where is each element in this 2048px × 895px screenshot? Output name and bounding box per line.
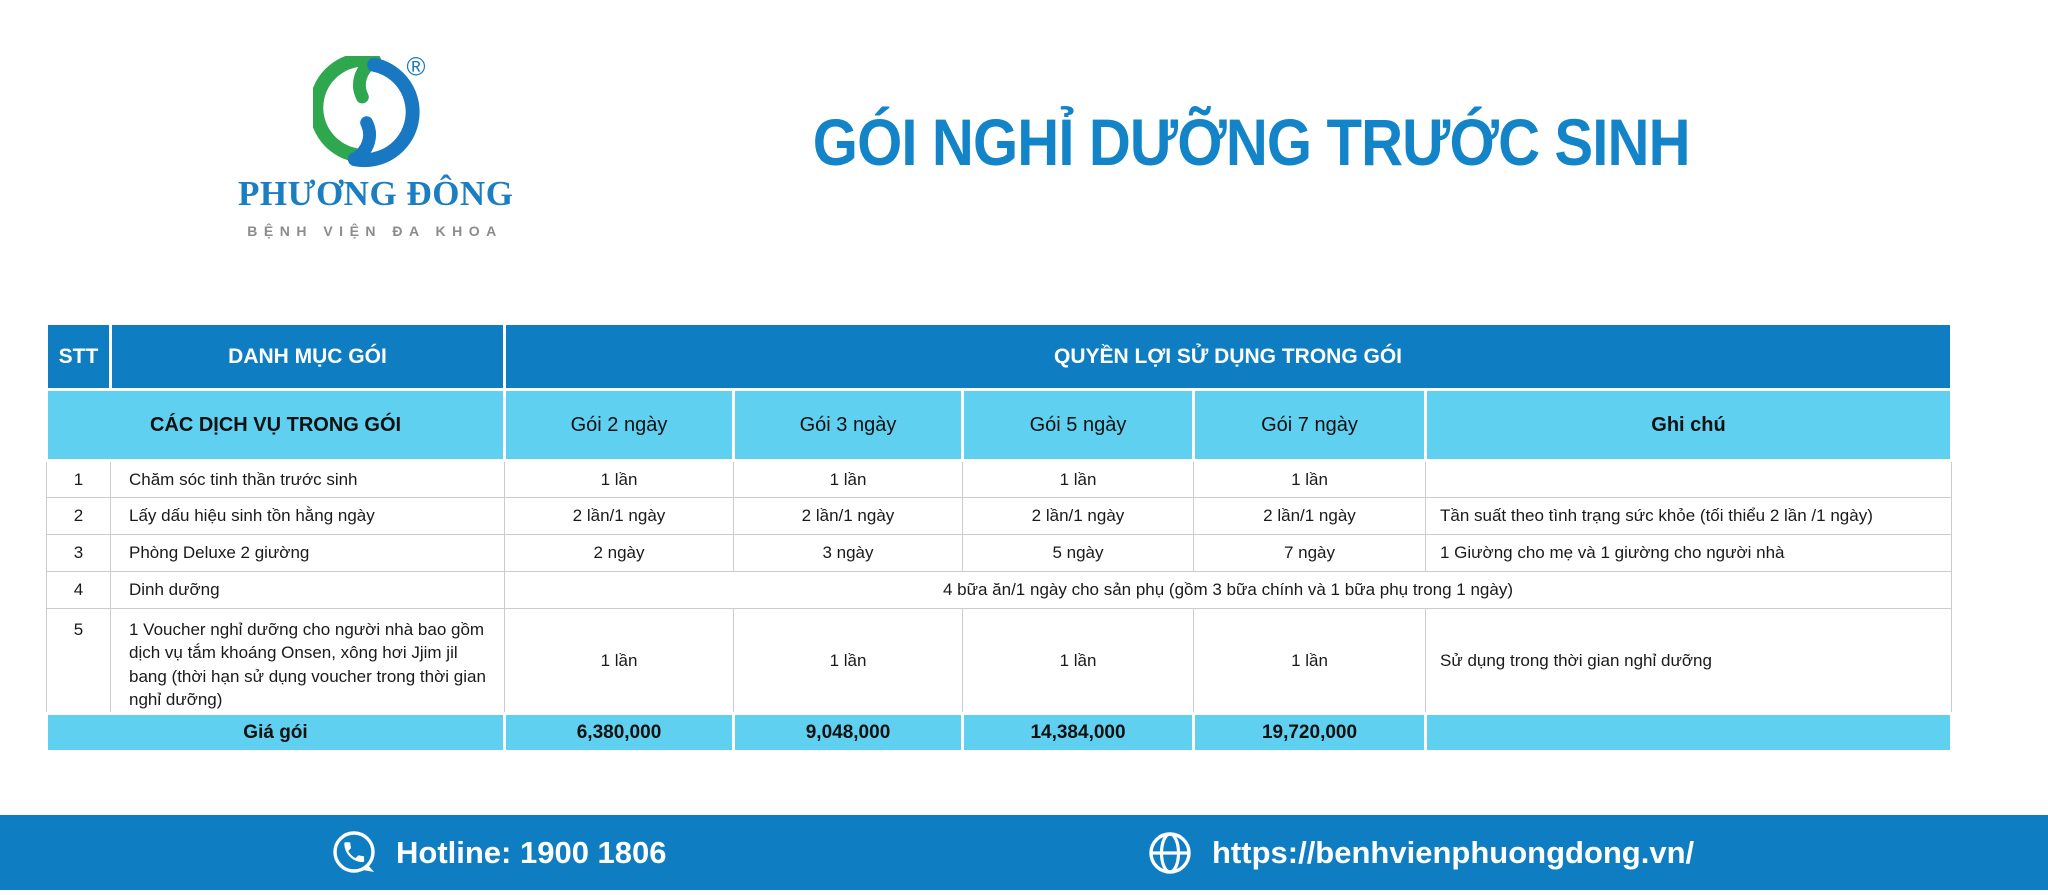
row-value: 1 lần — [505, 461, 734, 498]
header-package-5-days: Gói 5 ngày — [963, 390, 1194, 461]
price-value: 19,720,000 — [1194, 714, 1426, 752]
row-value: 1 lần — [1194, 461, 1426, 498]
row-service: 1 Voucher nghỉ dưỡng cho người nhà bao gồm dịch vụ tắm khoáng Onsen, xông hơi Jjim jil bang (thời hạn sử dụng voucher trong thời gian nghỉ dưỡng) — [111, 609, 505, 714]
price-value: 14,384,000 — [963, 714, 1194, 752]
row-stt: 3 — [47, 535, 111, 572]
price-label: Giá gói — [47, 714, 505, 752]
row-value: 1 lần — [963, 461, 1194, 498]
row-service: Phòng Deluxe 2 giường — [111, 535, 505, 572]
row-value: 1 lần — [734, 461, 963, 498]
row-stt: 4 — [47, 572, 111, 609]
header-stt: STT — [47, 324, 111, 390]
price-note — [1426, 714, 1952, 752]
table-header-row-1 — [47, 324, 1952, 390]
price-value: 6,380,000 — [505, 714, 734, 752]
row-note: 1 Giường cho mẹ và 1 giường cho người nhà — [1426, 535, 1952, 572]
row-service: Chăm sóc tinh thần trước sinh — [111, 461, 505, 498]
price-value: 9,048,000 — [734, 714, 963, 752]
header-benefits: QUYỀN LỢI SỬ DỤNG TRONG GÓI — [505, 324, 1952, 390]
table-header-row-2 — [47, 390, 1952, 461]
package-table — [45, 322, 1953, 753]
row-stt: 5 — [47, 609, 111, 714]
header-package-7-days: Gói 7 ngày — [1194, 390, 1426, 461]
row-value: 2 ngày — [505, 535, 734, 572]
table-row — [47, 572, 1952, 609]
row-value: 1 lần — [1194, 609, 1426, 714]
row-merged-value: 4 bữa ăn/1 ngày cho sản phụ (gồm 3 bữa chính và 1 bữa phụ trong 1 ngày) — [505, 572, 1952, 609]
row-value: 3 ngày — [734, 535, 963, 572]
row-stt: 2 — [47, 498, 111, 535]
row-note: Tần suất theo tình trạng sức khỏe (tối thiểu 2 lần /1 ngày) — [1426, 498, 1952, 535]
row-service: Lấy dấu hiệu sinh tồn hằng ngày — [111, 498, 505, 535]
row-value: 2 lần/1 ngày — [1194, 498, 1426, 535]
header-services: CÁC DỊCH VỤ TRONG GÓI — [47, 390, 505, 461]
row-value: 1 lần — [963, 609, 1194, 714]
row-value: 2 lần/1 ngày — [505, 498, 734, 535]
row-note — [1426, 461, 1952, 498]
row-value: 1 lần — [505, 609, 734, 714]
row-value: 2 lần/1 ngày — [963, 498, 1194, 535]
phone-icon — [330, 829, 378, 877]
table-row — [47, 535, 1952, 572]
page-title: GÓI NGHỈ DƯỠNG TRƯỚC SINH — [812, 105, 1690, 179]
header-category: DANH MỤC GÓI — [111, 324, 505, 390]
row-stt: 1 — [47, 461, 111, 498]
website-url[interactable]: https://benhvienphuongdong.vn/ — [1212, 834, 1695, 870]
row-note: Sử dụng trong thời gian nghỉ dưỡng — [1426, 609, 1952, 714]
registered-mark: ® — [406, 56, 426, 82]
website-block — [1146, 815, 1694, 890]
brand-subtitle: BỆNH VIỆN ĐA KHOA — [247, 223, 503, 239]
table-row — [47, 461, 1952, 498]
row-value: 7 ngày — [1194, 535, 1426, 572]
price-row — [47, 714, 1952, 752]
row-value: 5 ngày — [963, 535, 1194, 572]
header-package-2-days: Gói 2 ngày — [505, 390, 734, 461]
footer-bar — [0, 815, 2048, 890]
table-row — [47, 609, 1952, 714]
globe-icon — [1146, 829, 1194, 877]
table-row — [47, 498, 1952, 535]
header-note: Ghi chú — [1426, 390, 1952, 461]
hotline-text: Hotline: 1900 1806 — [396, 834, 667, 870]
hotline-block — [330, 815, 667, 890]
header-package-3-days: Gói 3 ngày — [734, 390, 963, 461]
logo-monogram-icon — [313, 56, 431, 168]
row-value: 2 lần/1 ngày — [734, 498, 963, 535]
row-service: Dinh dưỡng — [111, 572, 505, 609]
brand-name: PHƯƠNG ĐÔNG — [238, 174, 514, 213]
hospital-logo — [238, 56, 514, 239]
row-value: 1 lần — [734, 609, 963, 714]
